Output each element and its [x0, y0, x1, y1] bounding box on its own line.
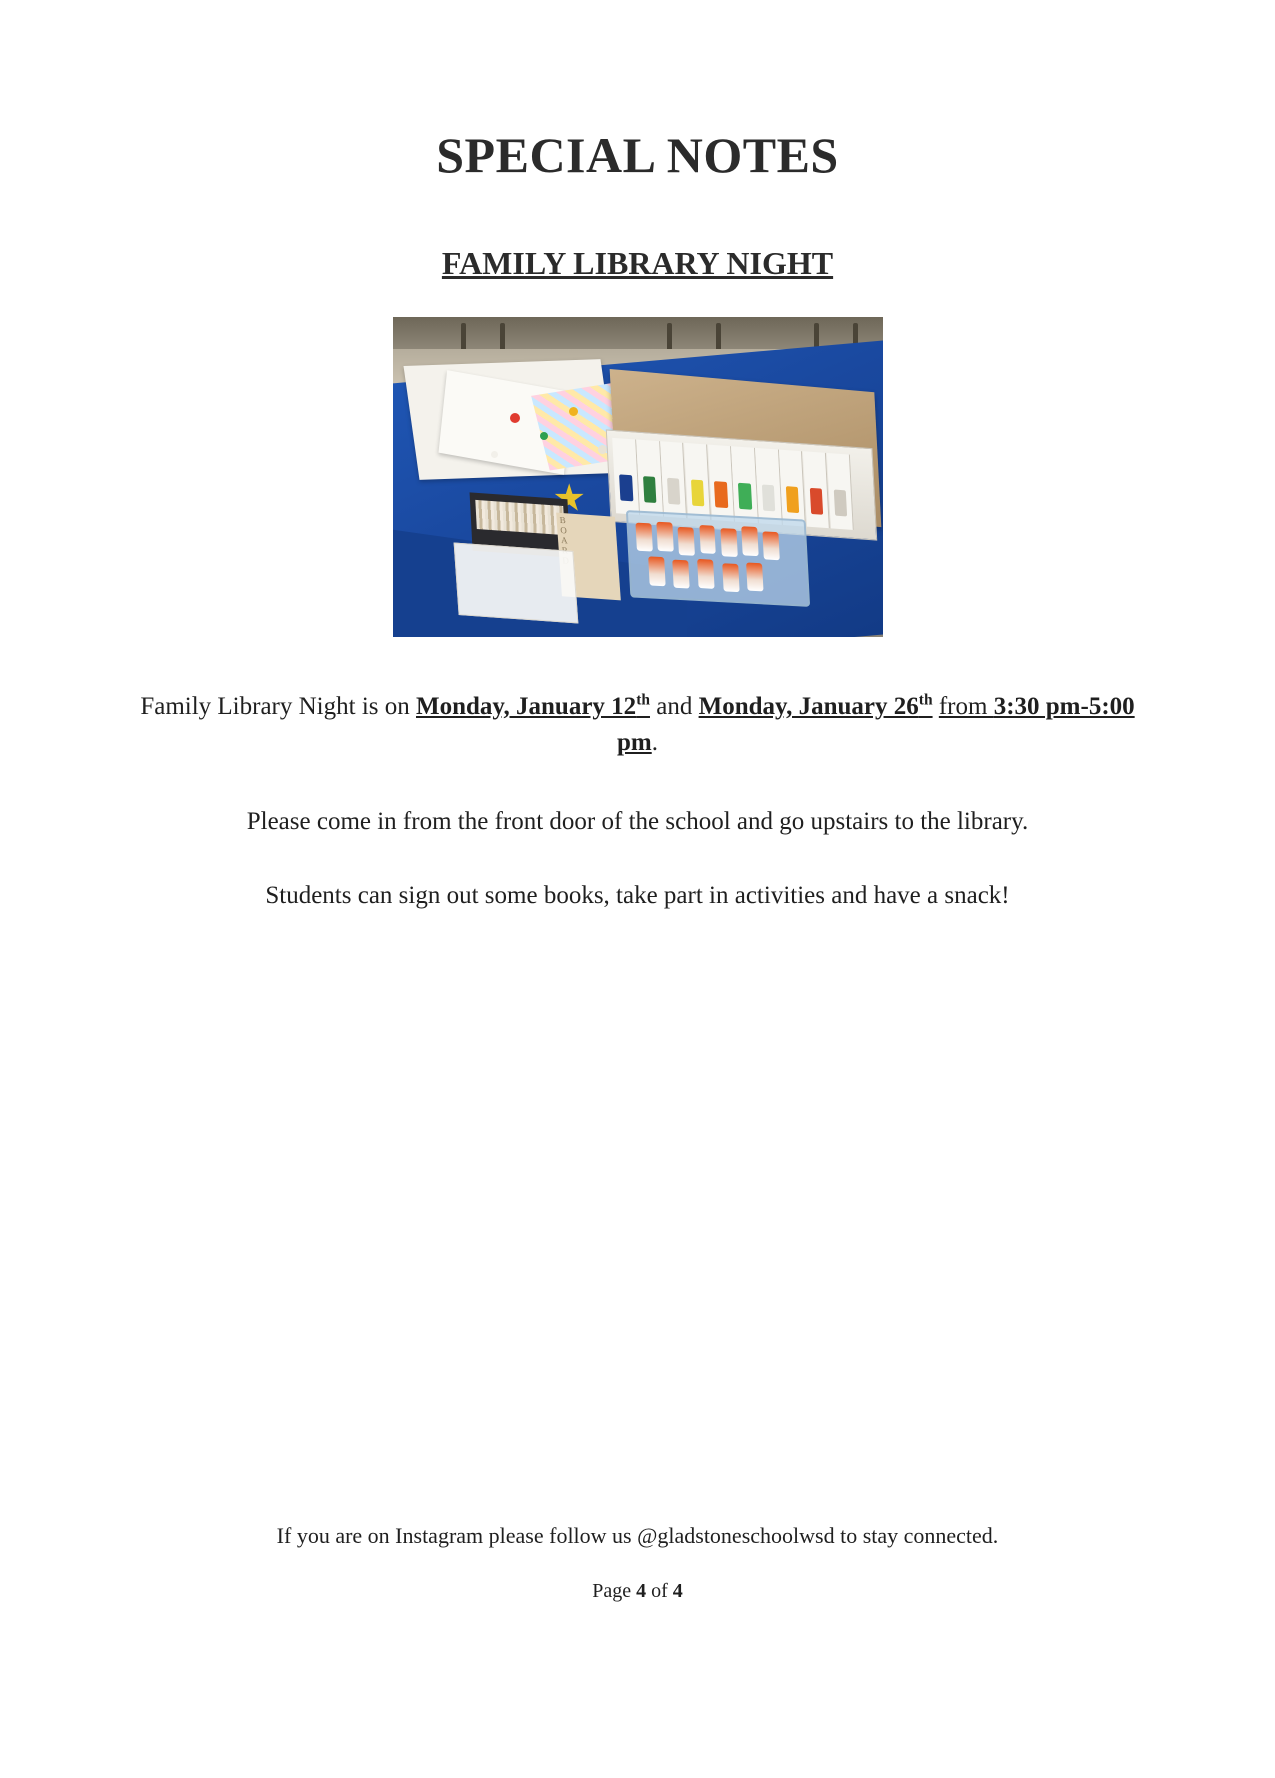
photo-marker: [619, 474, 633, 501]
event-date-1-suffix: th: [636, 691, 650, 709]
photo-confetti: [569, 407, 578, 416]
photo-glue-stick: [741, 527, 758, 556]
photo-glue-stick: [762, 531, 779, 560]
photo-glue-stick: [722, 563, 739, 592]
event-details-paragraph: [120, 689, 1155, 762]
event-period: .: [651, 729, 658, 757]
section-heading: FAMILY LIBRARY NIGHT: [441, 245, 834, 281]
document-page: [0, 128, 1275, 1778]
photo-marker: [643, 476, 657, 503]
photo-container: [120, 317, 1155, 637]
photo-glue-stick: [635, 523, 652, 552]
photo-marker: [833, 489, 847, 516]
photo-wood-letters: B O A: [556, 513, 620, 601]
instagram-note: If you are on Instagram please follow us @gladstoneschoolwsd to stay connected.: [276, 1523, 999, 1548]
event-time: 3:30 pm-5:00 pm: [617, 693, 1135, 757]
photo-marker: [762, 484, 776, 511]
page-title: SPECIAL NOTES: [436, 127, 839, 183]
photo-craft-sticks: [475, 499, 565, 534]
event-date-1-text: Monday, January 12: [416, 693, 637, 720]
photo-glue-stick: [647, 557, 664, 586]
photo-marker: [715, 481, 729, 508]
photo-glue-stick: [720, 528, 737, 557]
event-date-1: [416, 693, 650, 720]
event-date-2-suffix: th: [918, 691, 933, 709]
library-night-photo: [393, 317, 883, 637]
photo-marker: [810, 488, 824, 515]
photo-confetti: [540, 432, 548, 440]
photo-glue-stick-bin: [626, 510, 811, 607]
event-date-2-text: Monday, January 26: [698, 693, 919, 720]
page-current: 4: [636, 1580, 647, 1602]
photo-tray-slot: [827, 453, 854, 530]
photo-marker: [786, 486, 800, 513]
photo-glue-stick: [678, 527, 695, 556]
event-conjunction: and: [649, 693, 699, 720]
photo-plastic-bag: [454, 543, 578, 624]
photo-glue-stick: [699, 525, 716, 554]
photo-glue-stick: [672, 560, 689, 589]
event-date-2: [699, 693, 933, 720]
photo-confetti: [491, 451, 498, 458]
photo-glue-stick: [697, 560, 714, 589]
entry-instructions-paragraph: Please come in from the front door of the school and go upstairs to the library.: [246, 807, 1029, 835]
event-intro-text: Family Library Night is on: [140, 693, 416, 720]
activities-paragraph: Students can sign out some books, take part in activities and have a snack!: [265, 881, 1010, 909]
page-number: [0, 1580, 1275, 1603]
photo-marker: [691, 479, 705, 506]
page-total: 4: [672, 1580, 683, 1602]
photo-glue-stick: [656, 522, 673, 551]
photo-marker: [667, 478, 681, 505]
page-of: of: [646, 1580, 673, 1602]
event-from-label: from: [938, 693, 994, 720]
photo-glue-stick: [746, 563, 763, 592]
page-label-prefix: Page: [592, 1580, 637, 1602]
photo-marker: [738, 483, 752, 510]
